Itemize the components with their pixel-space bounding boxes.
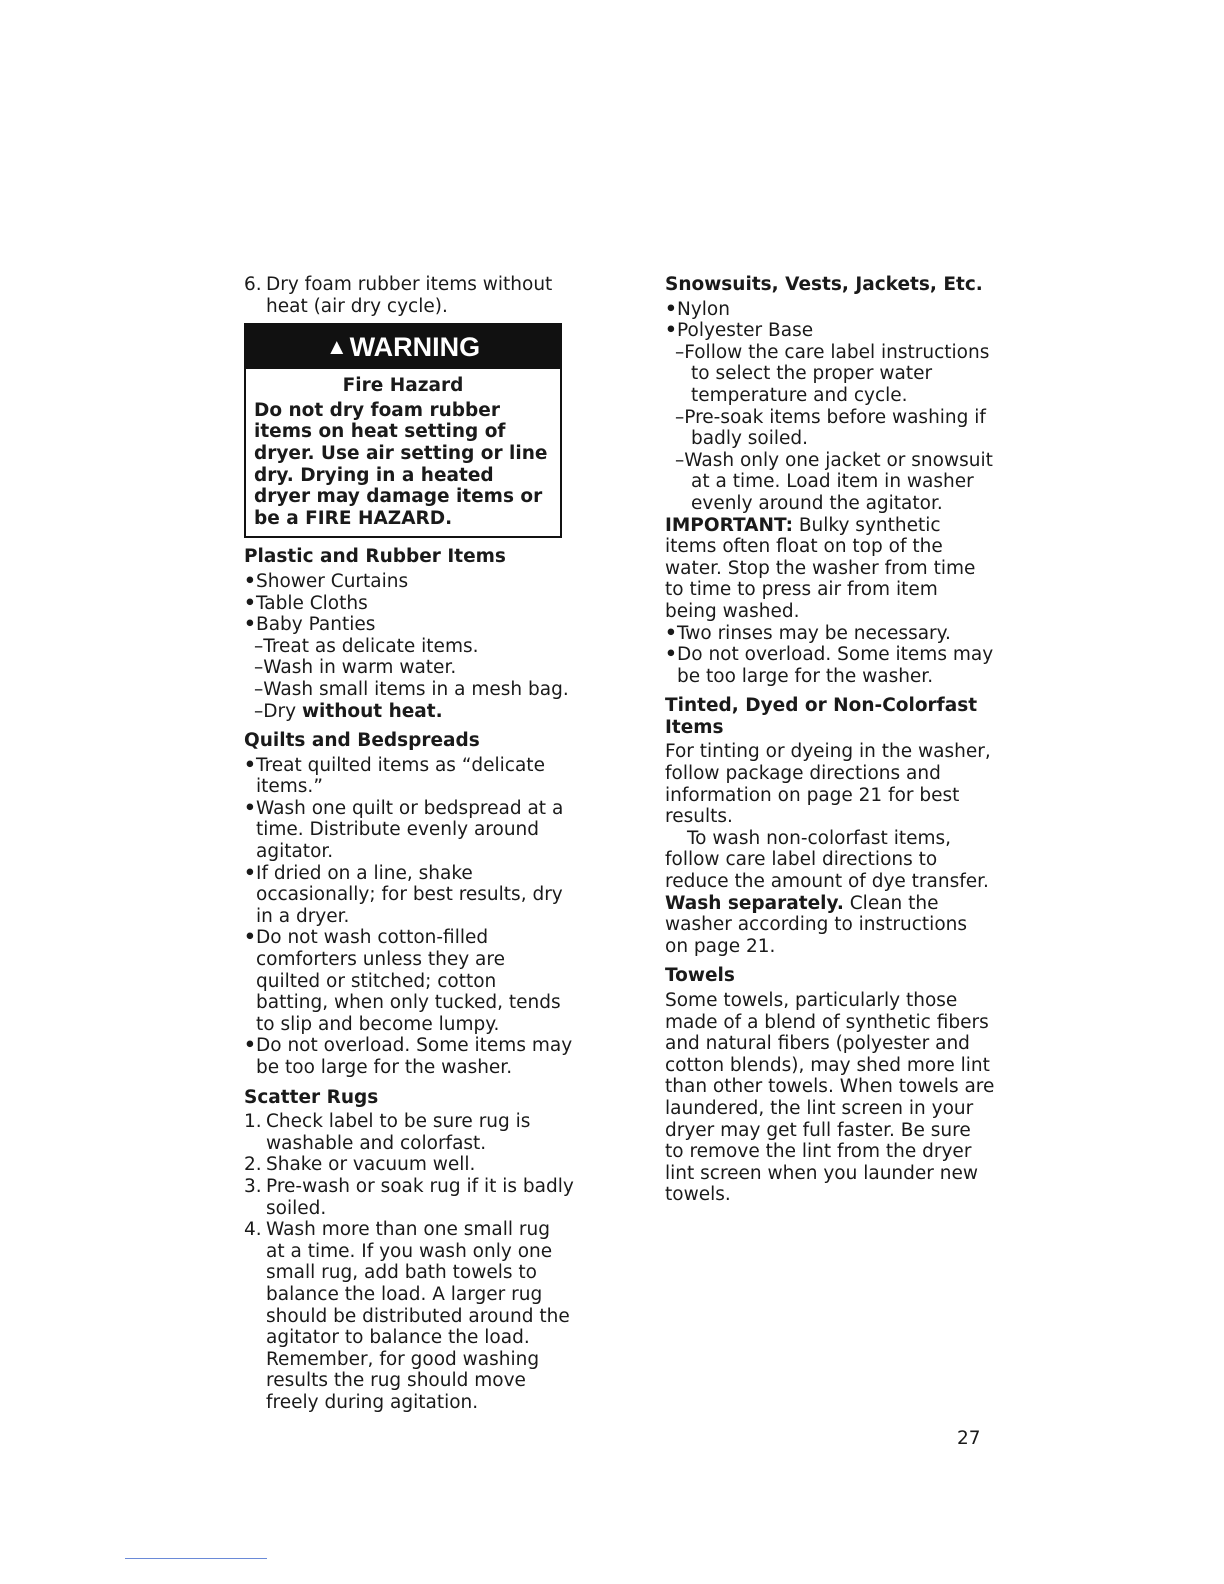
list-item: • Two rinses may be necessary. [665, 623, 995, 645]
important-note [665, 515, 995, 623]
list-item: • Do not wash cotton-filled comforters unless they are quilted or stitched; cotton batting, when only tucked, tends to slip and become lumpy. [244, 927, 574, 1035]
tinted-paragraph-1: For tinting or dyeing in the washer, follow package directions and information on page 21 for best results. [665, 741, 991, 828]
list-item: • Nylon [665, 299, 995, 321]
page-number: 27 [957, 1428, 981, 1449]
section-heading-snowsuits: Snowsuits, Vests, Jackets, Etc. [665, 274, 983, 295]
list-item: • Baby Panties [244, 614, 574, 636]
rug-step [244, 1111, 574, 1154]
dry-emphasis: without heat. [301, 700, 443, 722]
section-heading-towels: Towels [665, 965, 735, 987]
warning-header [246, 325, 560, 369]
wash-separately: Wash separately. [665, 892, 844, 914]
step-number: 6. [244, 274, 262, 295]
dry-prefix: –Dry [254, 700, 297, 722]
warning-box [244, 323, 562, 538]
warning-triangle-icon: ▲ [325, 334, 348, 360]
list-item: • Table Cloths [244, 593, 574, 615]
section-heading-plastic: Plastic and Rubber Items [244, 546, 506, 568]
rug-step [244, 1176, 574, 1219]
warning-text: Do not dry foam rubber items on heat setting of dryer. Use air setting or line dry. Drying in a heated dryer may damage items or be a FIRE HAZARD. [254, 399, 548, 529]
sub-item: –Pre-soak items before washing if badly soiled. [675, 406, 986, 450]
section-heading-tinted: Tinted, Dyed or Non-Colorfast Items [665, 695, 978, 738]
step-text: Wash more than one small rug at a time. If you wash only one small rug, add bath towels to balance the load. A larger rug should be distributed around the agitator to balance the load. Remember, for good washing results the rug should move freely during agitation. [266, 1219, 570, 1413]
footer-rule [125, 1558, 267, 1559]
sub-item: –Follow the care label instructions to select the proper water temperature and cycle. [675, 341, 990, 406]
rug-step [244, 1154, 574, 1176]
tinted-paragraph-3 [665, 893, 995, 958]
list-item: • Treat quilted items as “delicate items.” [244, 755, 574, 798]
towels-paragraph: Some towels, particularly those made of a blend of synthetic fibers and natural fibers (polyester and cotton blends), may shed more lint than other towels. When towels are laundered, the lint screen in your dryer may get full faster. Be sure to remove the lint from the dryer lint screen when you launder new towels. [665, 990, 995, 1206]
tinted-paragraph-3-text: Clean the washer according to instructions on page 21. [665, 892, 967, 957]
warning-body [246, 369, 560, 536]
sub-item: –Wash only one jacket or snowsuit at a time. Load item in washer evenly around the agitator. [675, 449, 993, 514]
section-heading-rugs: Scatter Rugs [244, 1086, 379, 1108]
list-item: • Do not overload. Some items may be too large for the washer. [665, 644, 995, 687]
list-item: • If dried on a line, shake occasionally; for best results, dry in a dryer. [244, 863, 574, 928]
sub-item: –Treat as delicate items. [254, 635, 479, 657]
warning-title: Fire Hazard [342, 375, 464, 397]
important-text: Bulky synthetic items often float on top of the water. Stop the washer from time to time to press air from item being washed. [665, 514, 976, 622]
sub-item-dry [244, 701, 574, 723]
list-item: • Wash one quilt or bedspread at a time. Distribute evenly around agitator. [244, 798, 574, 863]
step-number: 4. [244, 1219, 262, 1241]
step-text: Pre-wash or soak rug if it is badly soiled. [266, 1175, 574, 1219]
step-number: 1. [244, 1111, 262, 1133]
sub-item: –Wash small items in a mesh bag. [254, 678, 569, 700]
rug-step [244, 1219, 574, 1413]
important-label: IMPORTANT: [665, 514, 793, 536]
step-number: 2. [244, 1154, 262, 1176]
section-heading-quilts: Quilts and Bedspreads [244, 730, 480, 752]
step-text: Check label to be sure rug is washable and colorfast. [266, 1111, 531, 1154]
list-item: • Shower Curtains [244, 571, 574, 593]
right-column [665, 274, 995, 1206]
step-text: Dry foam rubber items without heat (air dry cycle). [266, 274, 553, 317]
tinted-paragraph-2: To wash non-colorfast items, follow care label directions to reduce the amount of dye transfer. [665, 827, 989, 893]
step-number: 3. [244, 1175, 262, 1197]
left-column [244, 274, 574, 1414]
list-item: • Do not overload. Some items may be too large for the washer. [244, 1035, 574, 1078]
warning-label: WARNING [349, 332, 481, 363]
step-text: Shake or vacuum well. [266, 1154, 476, 1176]
list-item: • Polyester Base [665, 320, 995, 342]
step-6 [244, 274, 574, 317]
sub-item: –Wash in warm water. [254, 657, 457, 679]
